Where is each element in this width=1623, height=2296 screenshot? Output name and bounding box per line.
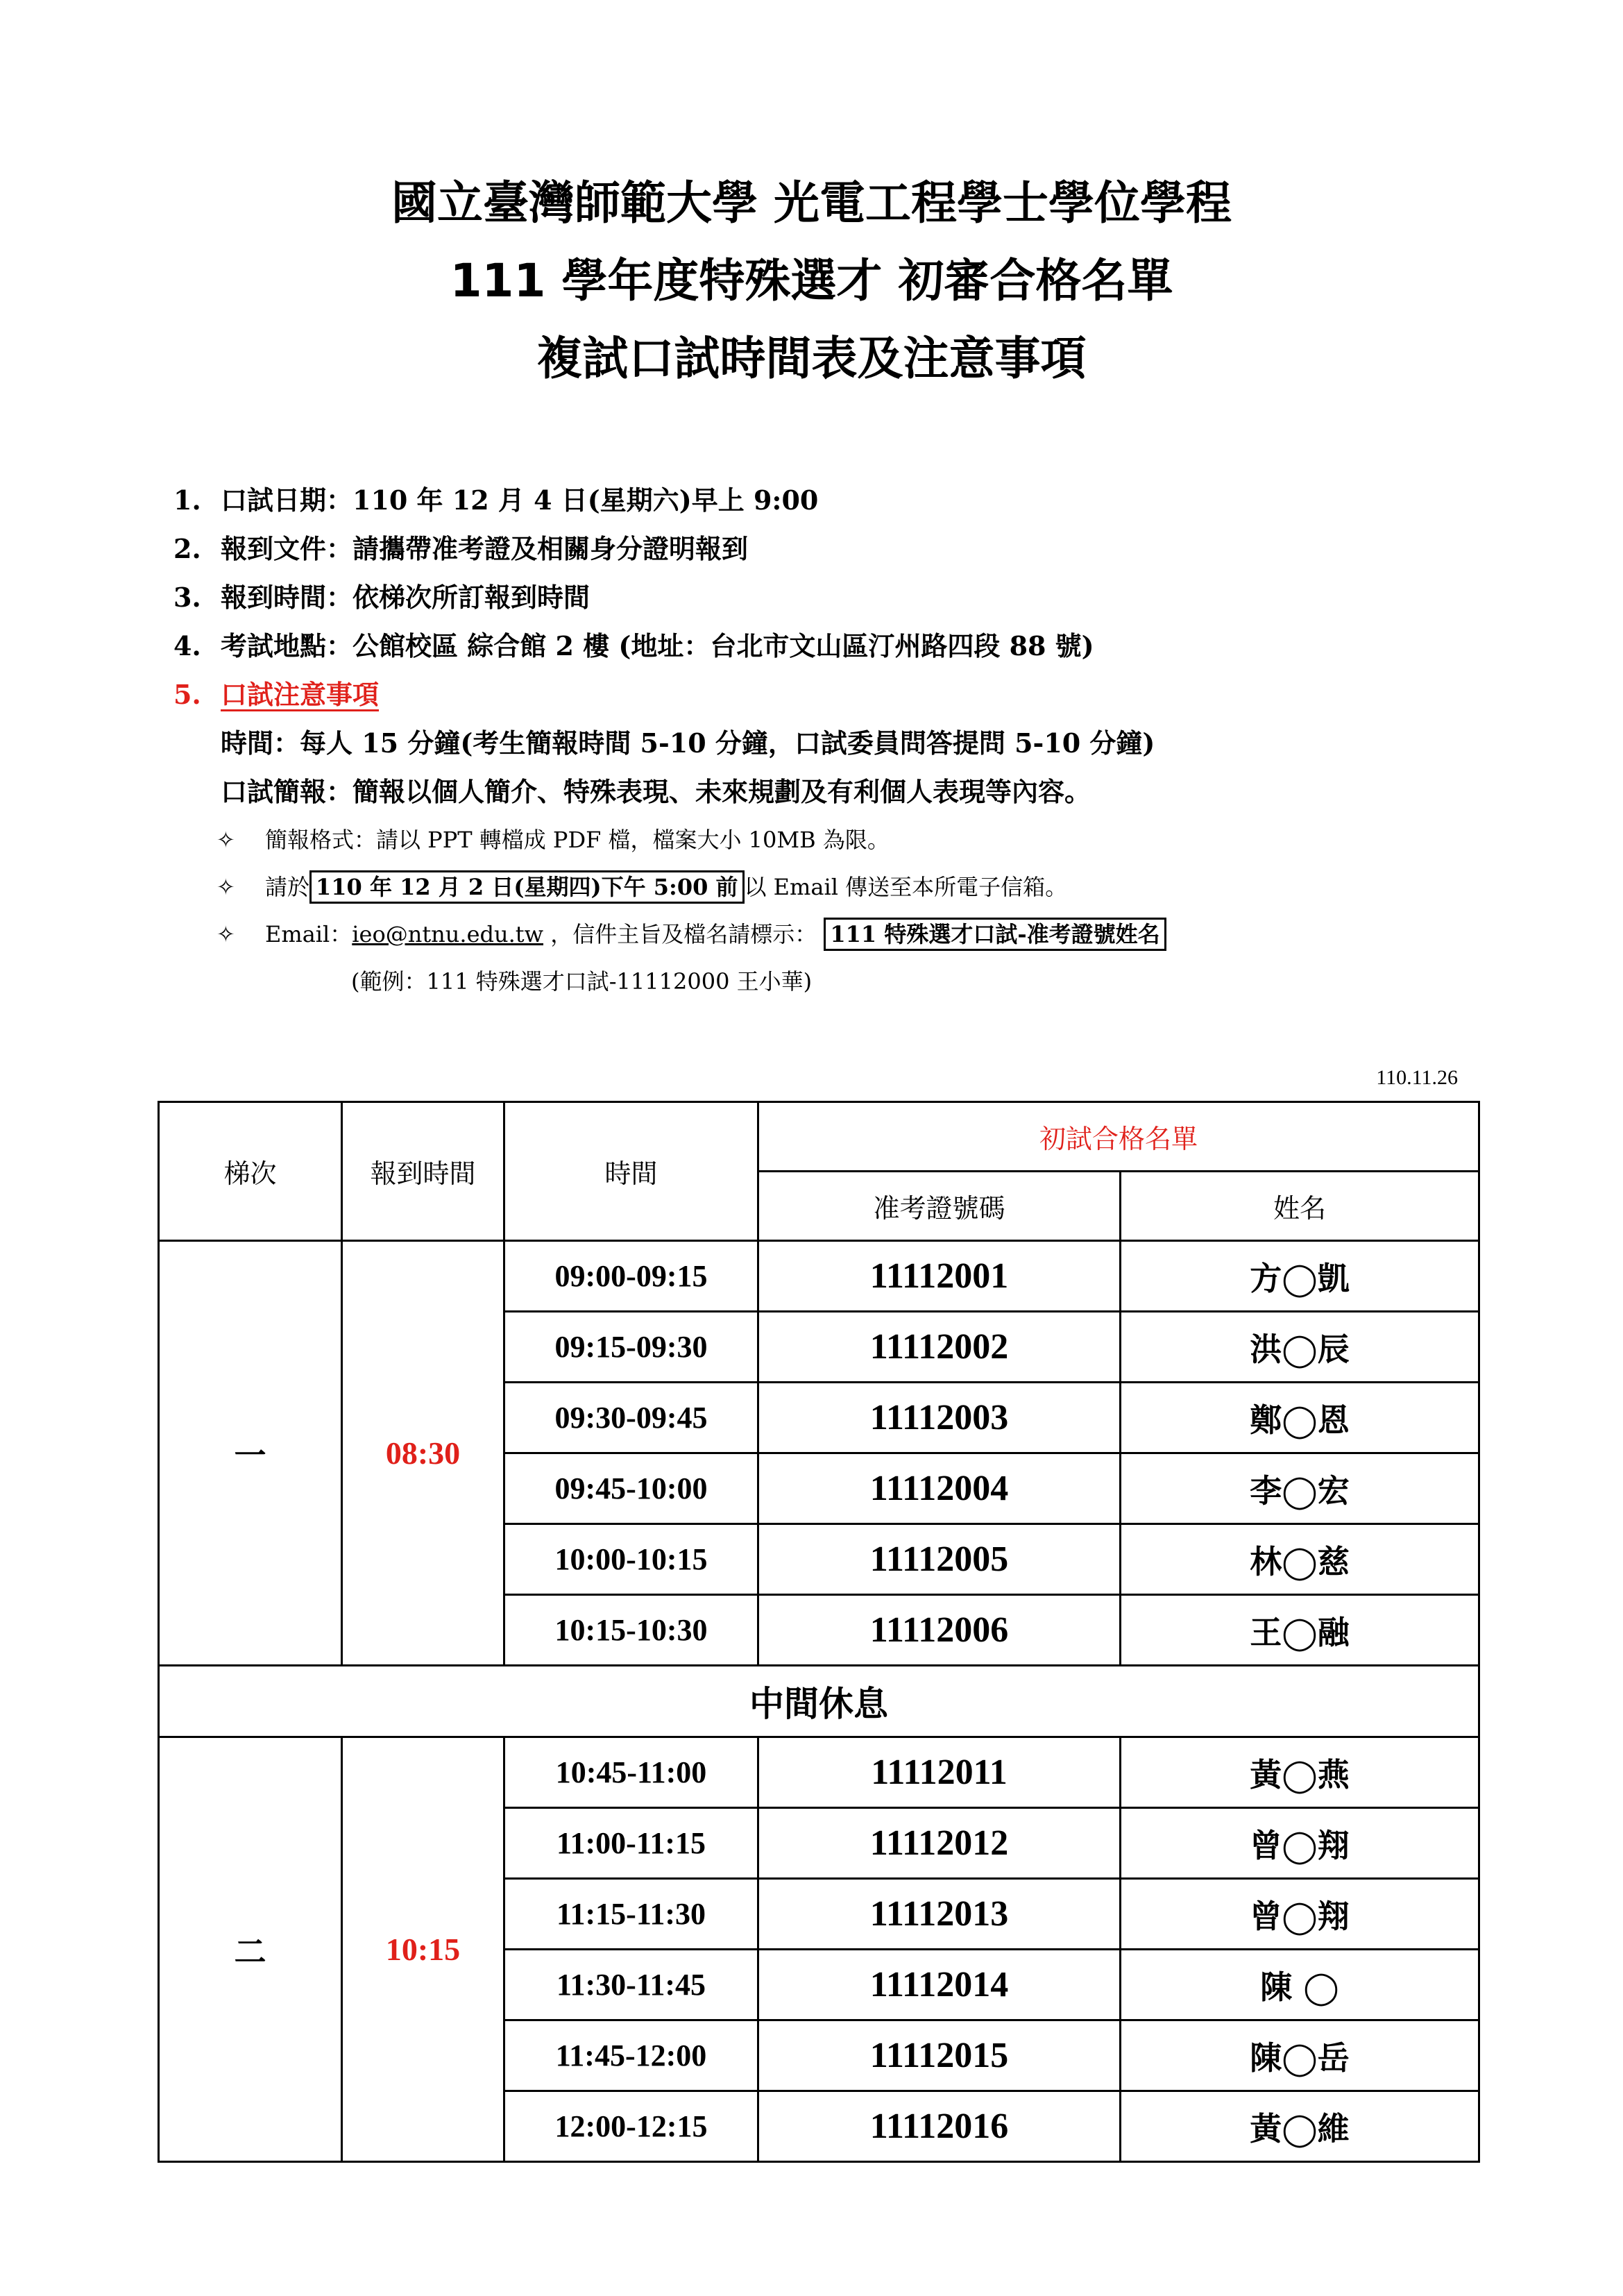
table-row: [159, 1241, 1479, 1312]
header-exam-id: 准考證號碼: [758, 1172, 1121, 1241]
exam-id-cell: 11112013: [758, 1879, 1121, 1950]
notice-item-interview-notes: [173, 670, 1492, 719]
diamond-bullet-icon: ✧: [216, 921, 235, 947]
batch-cell: 一: [159, 1241, 342, 1666]
name-cell: 陳◯岳: [1121, 2020, 1479, 2091]
deadline-suffix: 以 Email 傳送至本所電子信箱。: [744, 874, 1068, 900]
exam-id-cell: 11112002: [758, 1312, 1121, 1383]
exam-id-cell: 11112015: [758, 2020, 1121, 2091]
name-cell: 鄭◯恩: [1121, 1383, 1479, 1453]
report-time-cell: 08:30: [342, 1241, 504, 1666]
exam-id-cell: 11112016: [758, 2091, 1121, 2162]
notice-number: 3.: [173, 582, 201, 613]
time-cell: 09:30-09:45: [504, 1383, 758, 1453]
notice-text: 口試注意事項: [221, 679, 380, 710]
time-cell: 10:45-11:00: [504, 1737, 758, 1808]
notice-item-report-time: [173, 573, 1492, 622]
exam-id-cell: 11112005: [758, 1524, 1121, 1595]
email-middle: ，信件主旨及檔名請標示：: [543, 921, 817, 947]
report-time-cell: 10:15: [342, 1737, 504, 2162]
notice-number: 5.: [173, 679, 201, 710]
notice-number: 4.: [173, 630, 201, 661]
break-label: 中間休息: [159, 1666, 1479, 1737]
table-row: [159, 1737, 1479, 1808]
exam-id-cell: 11112011: [758, 1737, 1121, 1808]
page-title-line-1: 國立臺灣師範大學 光電工程學士學位學程: [391, 176, 1232, 230]
deadline-box: 110 年 12 月 2 日(星期四)下午 5:00 前: [309, 870, 744, 904]
notice-text: 報到時間：依梯次所訂報到時間: [221, 582, 590, 613]
name-cell: 陳 ◯: [1121, 1950, 1479, 2020]
email-link[interactable]: ieo@ntnu.edu.tw: [352, 921, 544, 947]
interview-duration-text: 時間：每人 15 分鐘(考生簡報時間 5-10 分鐘，口試委員問答提問 5-10 分鐘): [221, 727, 1155, 759]
exam-id-cell: 11112012: [758, 1808, 1121, 1879]
interview-presentation-text: 口試簡報：簡報以個人簡介、特殊表現、未來規劃及有利個人表現等內容。: [221, 776, 1091, 807]
name-cell: 曾◯翔: [1121, 1808, 1479, 1879]
diamond-bullet-icon: ✧: [216, 827, 235, 853]
time-cell: 09:00-09:15: [504, 1241, 758, 1312]
batch-cell: 二: [159, 1737, 342, 2162]
notice-text: 報到文件：請攜帶准考證及相關身分證明報到: [221, 533, 749, 564]
time-cell: 11:00-11:15: [504, 1808, 758, 1879]
deadline-text: [265, 863, 1067, 911]
email-subject-box: 111 特殊選才口試-准考證號姓名: [824, 918, 1166, 951]
name-cell: 方◯凱: [1121, 1241, 1479, 1312]
notice-text: 考試地點：公館校區 綜合館 2 樓 (地址：台北市文山區汀州路四段 88 號): [221, 630, 1094, 661]
table-header-row: [159, 1102, 1479, 1172]
name-cell: 黃◯燕: [1121, 1737, 1479, 1808]
name-cell: 林◯慈: [1121, 1524, 1479, 1595]
notice-number: 2.: [173, 533, 201, 564]
time-cell: 10:15-10:30: [504, 1595, 758, 1666]
exam-id-cell: 11112001: [758, 1241, 1121, 1312]
email-text: [265, 911, 1166, 958]
name-cell: 曾◯翔: [1121, 1879, 1479, 1950]
email-example: (範例：111 特殊選才口試-11112000 王小華): [351, 968, 813, 995]
page-title-line-3: 複試口試時間表及注意事項: [536, 332, 1087, 385]
page-title-line-2: 111 學年度特殊選才 初審合格名單: [450, 254, 1173, 307]
deadline-prefix: 請於: [265, 874, 310, 900]
time-cell: 09:45-10:00: [504, 1453, 758, 1524]
name-cell: 王◯融: [1121, 1595, 1479, 1666]
name-cell: 李◯宏: [1121, 1453, 1479, 1524]
time-cell: 09:15-09:30: [504, 1312, 758, 1383]
bullet-format: [173, 816, 1492, 863]
notice-item-documents: [173, 525, 1492, 573]
email-prefix: Email：: [265, 921, 352, 947]
break-row: [159, 1666, 1479, 1737]
time-cell: 12:00-12:15: [504, 2091, 758, 2162]
notice-list: [173, 476, 1492, 1005]
notice-item-date: [173, 476, 1492, 525]
time-cell: 11:15-11:30: [504, 1879, 758, 1950]
bullet-email: [173, 911, 1492, 958]
header-report-time: 報到時間: [342, 1102, 504, 1241]
notice-text: 口試日期：110 年 12 月 4 日(星期六)早上 9:00: [221, 484, 819, 516]
bullet-deadline: [173, 863, 1492, 911]
time-cell: 10:00-10:15: [504, 1524, 758, 1595]
format-text: 簡報格式：請以 PPT 轉檔成 PDF 檔，檔案大小 10MB 為限。: [265, 827, 890, 853]
schedule-table: [158, 1101, 1480, 2163]
exam-id-cell: 11112004: [758, 1453, 1121, 1524]
header-name: 姓名: [1121, 1172, 1479, 1241]
diamond-bullet-icon: ✧: [216, 874, 235, 900]
exam-id-cell: 11112003: [758, 1383, 1121, 1453]
name-cell: 洪◯辰: [1121, 1312, 1479, 1383]
exam-id-cell: 11112014: [758, 1950, 1121, 2020]
notice-item-location: [173, 622, 1492, 670]
notice-number: 1.: [173, 484, 201, 516]
exam-id-cell: 11112006: [758, 1595, 1121, 1666]
name-cell: 黃◯維: [1121, 2091, 1479, 2162]
time-cell: 11:30-11:45: [504, 1950, 758, 2020]
time-cell: 11:45-12:00: [504, 2020, 758, 2091]
header-qualified-list: 初試合格名單: [758, 1102, 1479, 1172]
document-date: 110.11.26: [1376, 1066, 1458, 1089]
header-time: 時間: [504, 1102, 758, 1241]
header-batch: 梯次: [159, 1102, 342, 1241]
